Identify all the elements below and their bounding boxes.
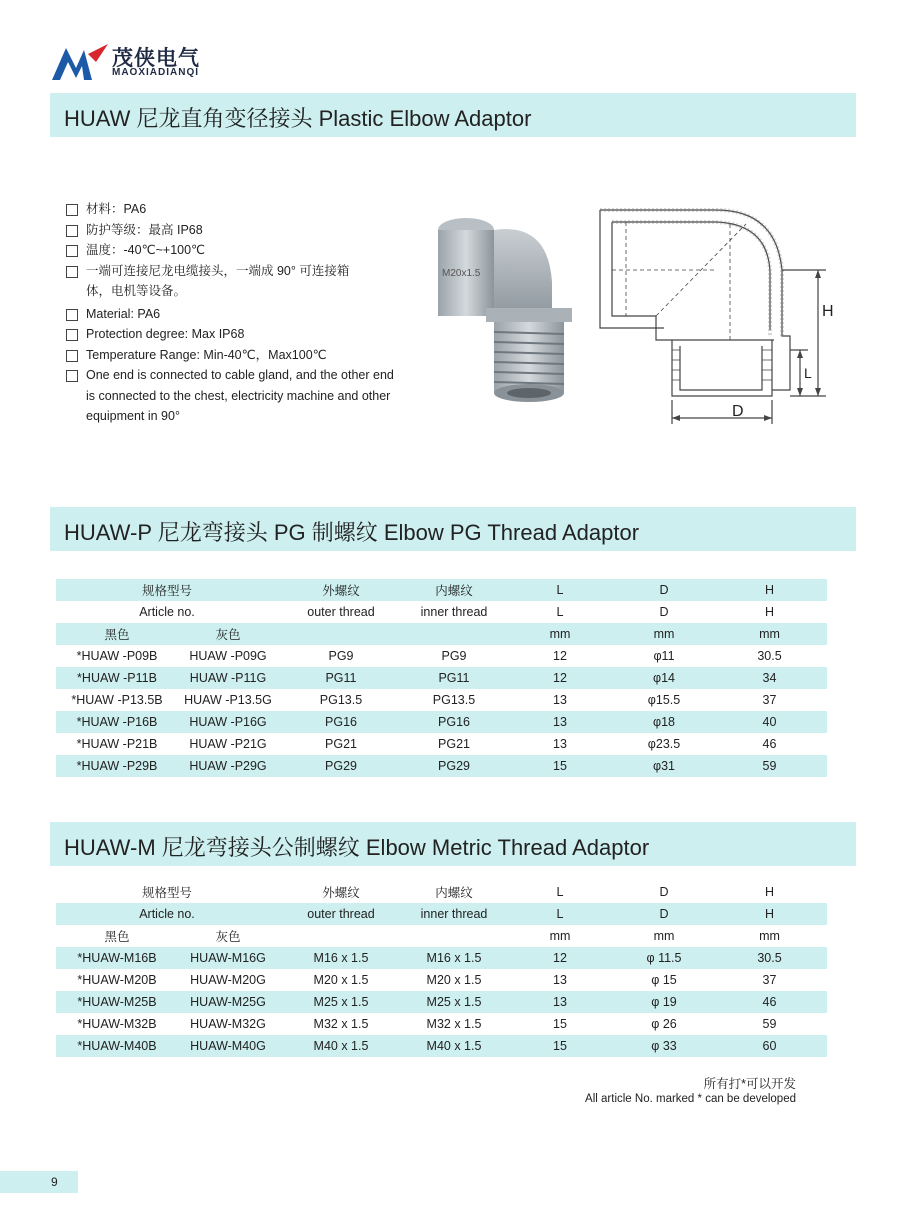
company-logo [52,40,252,84]
section-banner-pg-thread [50,507,856,551]
spec-item: 一端可连接尼龙电缆接头，一端成 90° 可连接箱体，电机等设备。 [66,261,406,302]
table-row: *HUAW -P13.5B HUAW -P13.5G PG13.5 PG13.5 13 φ15.5 37 [71,693,777,707]
spec-item: Material: PA6 [66,304,406,325]
table-row: *HUAW -P16B HUAW -P16G PG16 PG16 13 φ18 40 [56,711,827,733]
table-row: *HUAW -P29B HUAW -P29G PG29 PG29 15 φ31 59 [56,755,827,777]
bullet-box-icon [66,370,78,382]
spec-item: 材料：PA6 [66,199,406,220]
bullet-box-icon [66,225,78,237]
pg-thread-table [56,579,827,777]
table-row: *HUAW -P21B HUAW -P21G PG21 PG21 13 φ23.5 46 [76,737,777,751]
product-photo [428,212,580,410]
spec-item: Protection degree: Max IP68 [66,324,406,345]
logo-text-cn: 茂侠电气 [112,47,200,70]
spec-item: 温度：-40℃~+100℃ [66,240,406,261]
spec-item: 防护等级：最高 IP68 [66,220,406,241]
section-banner-plastic-elbow [50,93,856,137]
bullet-box-icon [66,329,78,341]
bullet-box-icon [66,245,78,257]
table-row: *HUAW -P11B HUAW -P11G PG11 PG11 12 φ14 34 [56,667,827,689]
table-row: *HUAW-M16B HUAW-M16G M16 x 1.5 M16 x 1.5 12 φ 11.5 30.5 [56,947,827,969]
table-row: *HUAW-M25B HUAW-M25G M25 x 1.5 M25 x 1.5 13 φ 19 46 [56,991,827,1013]
table-header-cn: 规格型号 外螺纹 内螺纹 L D H [141,885,775,900]
logo-mark-icon [52,40,110,82]
development-note-cn: 所有打*可以开发 [703,1077,796,1091]
spec-item: One end is connected to cable gland, and the other end is connected to the chest, electricity machine and other equipment in 90° [66,365,406,427]
bullet-box-icon [66,350,78,362]
spec-item: Temperature Range: Min-40℃，Max100℃ [66,345,406,366]
photo-marking: M20x1.5 [442,268,481,279]
section-title: HUAW-P 尼龙弯接头 PG 制螺纹 Elbow PG Thread Adaptor [64,520,640,545]
bullet-box-icon [66,204,78,216]
table-header-unit: 黑色 灰色 mm mm mm [104,929,780,944]
dimension-l-label: L [804,365,812,381]
dimension-h-label: H [822,303,834,320]
development-note-en: All article No. marked * can be developed [585,1093,796,1105]
spec-list [66,199,406,427]
table-header-en: Article no. outer thread inner thread L D H [139,605,775,619]
table-row: *HUAW-M40B HUAW-M40G M40 x 1.5 M40 x 1.5 15 φ 33 60 [56,1035,827,1057]
table-row: *HUAW-M32B HUAW-M32G M32 x 1.5 M32 x 1.5 15 φ 26 59 [77,1017,777,1031]
technical-drawing [586,200,846,438]
section-banner-metric-thread [50,822,856,866]
table-header-cn: 规格型号 外螺纹 内螺纹 L D H [56,579,827,601]
page-number: 9 [51,1175,58,1189]
metric-thread-table [56,881,827,1057]
section-title: HUAW 尼龙直角变径接头 Plastic Elbow Adaptor [64,106,532,131]
section-title: HUAW-M 尼龙弯接头公制螺纹 Elbow Metric Thread Adaptor [64,835,650,860]
logo-text-en: MAOXIADIANQI [112,67,199,78]
dimension-d-label: D [732,403,744,420]
table-header-en: Article no. outer thread inner thread L D H [56,903,827,925]
table-row: *HUAW -P09B HUAW -P09G PG9 PG9 12 φ11 30.5 [76,649,782,663]
bullet-box-icon [66,309,78,321]
bullet-box-icon [66,266,78,278]
page-number-bar [0,1171,78,1193]
table-header-unit: 黑色 灰色 mm mm mm [56,623,827,645]
table-row: *HUAW-M20B HUAW-M20G M20 x 1.5 M20 x 1.5 13 φ 15 37 [77,973,777,987]
